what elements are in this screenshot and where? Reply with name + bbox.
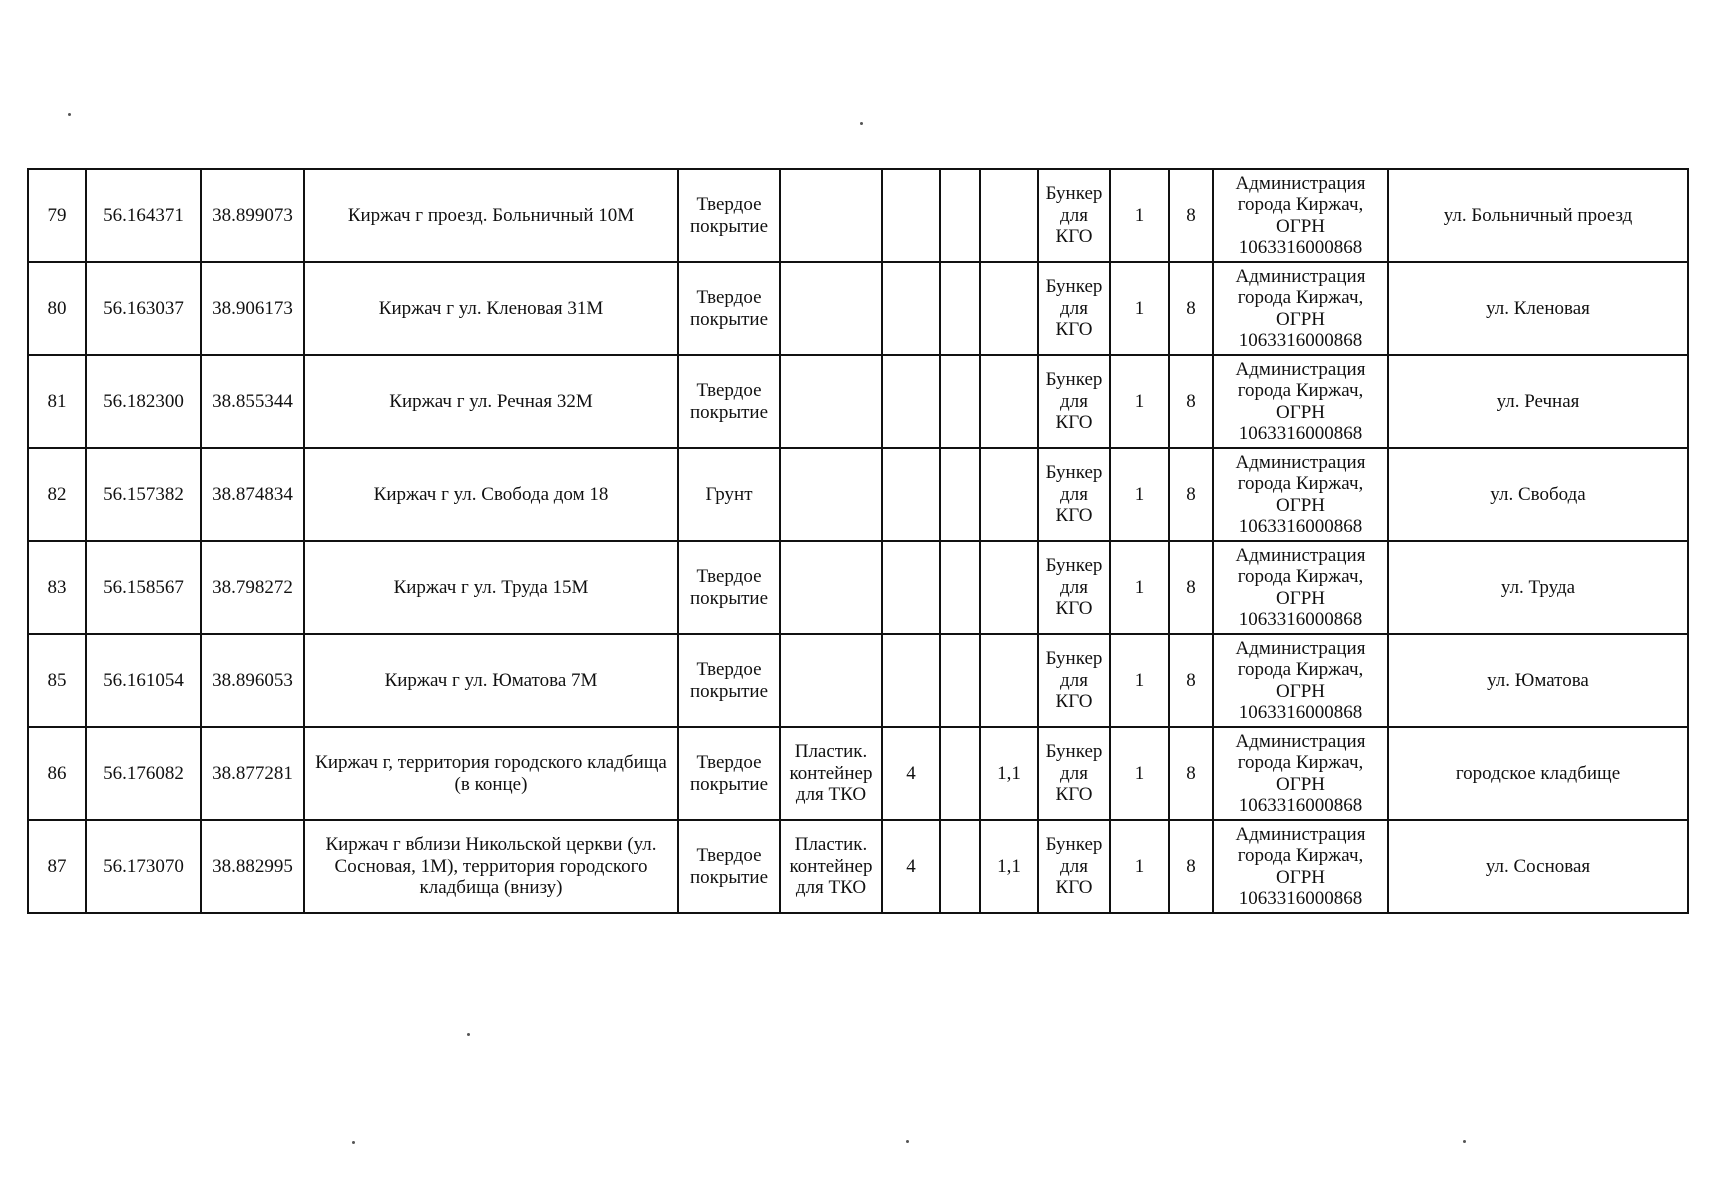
cell-served-area: ул. Кленовая [1388, 262, 1688, 355]
cell-served-area: ул. Больничный проезд [1388, 169, 1688, 262]
cell-surface: Твердое покрытие [678, 820, 780, 913]
cell-bunker-type: Бункер для КГО [1038, 541, 1110, 634]
cell-owner: Администрация города Киржач, ОГРН 1063316000868 [1213, 727, 1388, 820]
cell-longitude: 38.906173 [201, 262, 304, 355]
cell-served-area: ул. Труда [1388, 541, 1688, 634]
cell-container-type [780, 262, 882, 355]
cell-bunker-count: 1 [1110, 448, 1169, 541]
cell-container-type [780, 541, 882, 634]
scan-speck [68, 113, 71, 116]
cell-address: Киржач г ул. Свобода дом 18 [304, 448, 678, 541]
cell-empty [940, 634, 980, 727]
cell-surface: Твердое покрытие [678, 262, 780, 355]
cell-surface: Грунт [678, 448, 780, 541]
table-row [28, 262, 1688, 355]
cell-latitude: 56.164371 [86, 169, 201, 262]
cell-bunker-count: 1 [1110, 727, 1169, 820]
cell-container-type: Пластик. контейнер для ТКО [780, 820, 882, 913]
cell-longitude: 38.882995 [201, 820, 304, 913]
cell-number: 87 [28, 820, 86, 913]
scan-speck [352, 1141, 355, 1144]
cell-latitude: 56.182300 [86, 355, 201, 448]
cell-latitude: 56.173070 [86, 820, 201, 913]
cell-container-count [882, 541, 940, 634]
cell-longitude: 38.899073 [201, 169, 304, 262]
cell-bunker-volume: 8 [1169, 820, 1213, 913]
cell-bunker-count: 1 [1110, 169, 1169, 262]
cell-owner: Администрация города Киржач, ОГРН 1063316000868 [1213, 820, 1388, 913]
table-row [28, 355, 1688, 448]
cell-bunker-count: 1 [1110, 262, 1169, 355]
table-row [28, 541, 1688, 634]
cell-surface: Твердое покрытие [678, 169, 780, 262]
cell-empty [940, 262, 980, 355]
cell-address: Киржач г ул. Кленовая 31М [304, 262, 678, 355]
cell-bunker-volume: 8 [1169, 541, 1213, 634]
cell-owner: Администрация города Киржач, ОГРН 1063316000868 [1213, 355, 1388, 448]
cell-bunker-type: Бункер для КГО [1038, 448, 1110, 541]
cell-surface: Твердое покрытие [678, 634, 780, 727]
cell-bunker-count: 1 [1110, 634, 1169, 727]
cell-container-volume [980, 169, 1038, 262]
cell-bunker-volume: 8 [1169, 355, 1213, 448]
cell-latitude: 56.157382 [86, 448, 201, 541]
cell-owner: Администрация города Киржач, ОГРН 1063316000868 [1213, 169, 1388, 262]
cell-bunker-volume: 8 [1169, 727, 1213, 820]
scan-speck [860, 122, 863, 125]
cell-container-volume [980, 262, 1038, 355]
cell-longitude: 38.874834 [201, 448, 304, 541]
cell-bunker-volume: 8 [1169, 634, 1213, 727]
cell-owner: Администрация города Киржач, ОГРН 1063316000868 [1213, 262, 1388, 355]
cell-address: Киржач г ул. Труда 15М [304, 541, 678, 634]
cell-container-type [780, 634, 882, 727]
cell-latitude: 56.176082 [86, 727, 201, 820]
cell-container-volume: 1,1 [980, 727, 1038, 820]
cell-bunker-type: Бункер для КГО [1038, 355, 1110, 448]
cell-address: Киржач г вблизи Никольской церкви (ул. Сосновая, 1М), территория городского кладбища (внизу) [304, 820, 678, 913]
cell-container-volume [980, 448, 1038, 541]
cell-container-count [882, 262, 940, 355]
cell-latitude: 56.158567 [86, 541, 201, 634]
cell-served-area: ул. Свобода [1388, 448, 1688, 541]
cell-number: 85 [28, 634, 86, 727]
cell-container-count [882, 448, 940, 541]
cell-owner: Администрация города Киржач, ОГРН 1063316000868 [1213, 448, 1388, 541]
cell-container-count: 4 [882, 727, 940, 820]
cell-served-area: ул. Сосновая [1388, 820, 1688, 913]
cell-bunker-count: 1 [1110, 355, 1169, 448]
table-body [28, 169, 1688, 913]
scan-speck [906, 1140, 909, 1143]
cell-surface: Твердое покрытие [678, 541, 780, 634]
cell-bunker-type: Бункер для КГО [1038, 634, 1110, 727]
cell-number: 81 [28, 355, 86, 448]
cell-owner: Администрация города Киржач, ОГРН 1063316000868 [1213, 634, 1388, 727]
cell-surface: Твердое покрытие [678, 727, 780, 820]
cell-longitude: 38.877281 [201, 727, 304, 820]
cell-container-type: Пластик. контейнер для ТКО [780, 727, 882, 820]
cell-served-area: городское кладбище [1388, 727, 1688, 820]
cell-address: Киржач г, территория городского кладбища (в конце) [304, 727, 678, 820]
cell-bunker-volume: 8 [1169, 448, 1213, 541]
cell-served-area: ул. Речная [1388, 355, 1688, 448]
cell-container-volume [980, 634, 1038, 727]
cell-container-count: 4 [882, 820, 940, 913]
cell-container-type [780, 448, 882, 541]
cell-empty [940, 727, 980, 820]
cell-bunker-count: 1 [1110, 541, 1169, 634]
cell-served-area: ул. Юматова [1388, 634, 1688, 727]
scan-speck [1463, 1140, 1466, 1143]
cell-address: Киржач г ул. Речная 32М [304, 355, 678, 448]
cell-empty [940, 169, 980, 262]
cell-container-count [882, 169, 940, 262]
cell-latitude: 56.163037 [86, 262, 201, 355]
cell-longitude: 38.798272 [201, 541, 304, 634]
cell-empty [940, 355, 980, 448]
cell-bunker-volume: 8 [1169, 262, 1213, 355]
cell-number: 80 [28, 262, 86, 355]
cell-bunker-type: Бункер для КГО [1038, 169, 1110, 262]
cell-container-type [780, 169, 882, 262]
cell-container-volume: 1,1 [980, 820, 1038, 913]
cell-longitude: 38.896053 [201, 634, 304, 727]
cell-longitude: 38.855344 [201, 355, 304, 448]
cell-number: 82 [28, 448, 86, 541]
table-row [28, 820, 1688, 913]
table-row [28, 727, 1688, 820]
cell-latitude: 56.161054 [86, 634, 201, 727]
cell-empty [940, 541, 980, 634]
cell-address: Киржач г ул. Юматова 7М [304, 634, 678, 727]
cell-empty [940, 448, 980, 541]
cell-number: 83 [28, 541, 86, 634]
cell-container-count [882, 355, 940, 448]
table-row [28, 169, 1688, 262]
cell-container-count [882, 634, 940, 727]
cell-container-volume [980, 541, 1038, 634]
cell-container-type [780, 355, 882, 448]
cell-empty [940, 820, 980, 913]
table-row [28, 634, 1688, 727]
cell-number: 86 [28, 727, 86, 820]
scan-speck [467, 1033, 470, 1036]
cell-surface: Твердое покрытие [678, 355, 780, 448]
cell-bunker-type: Бункер для КГО [1038, 262, 1110, 355]
cell-bunker-count: 1 [1110, 820, 1169, 913]
cell-container-volume [980, 355, 1038, 448]
cell-address: Киржач г проезд. Больничный 10М [304, 169, 678, 262]
cell-bunker-type: Бункер для КГО [1038, 820, 1110, 913]
cell-bunker-volume: 8 [1169, 169, 1213, 262]
waste-sites-table [27, 168, 1689, 914]
cell-bunker-type: Бункер для КГО [1038, 727, 1110, 820]
cell-number: 79 [28, 169, 86, 262]
cell-owner: Администрация города Киржач, ОГРН 1063316000868 [1213, 541, 1388, 634]
table-row [28, 448, 1688, 541]
